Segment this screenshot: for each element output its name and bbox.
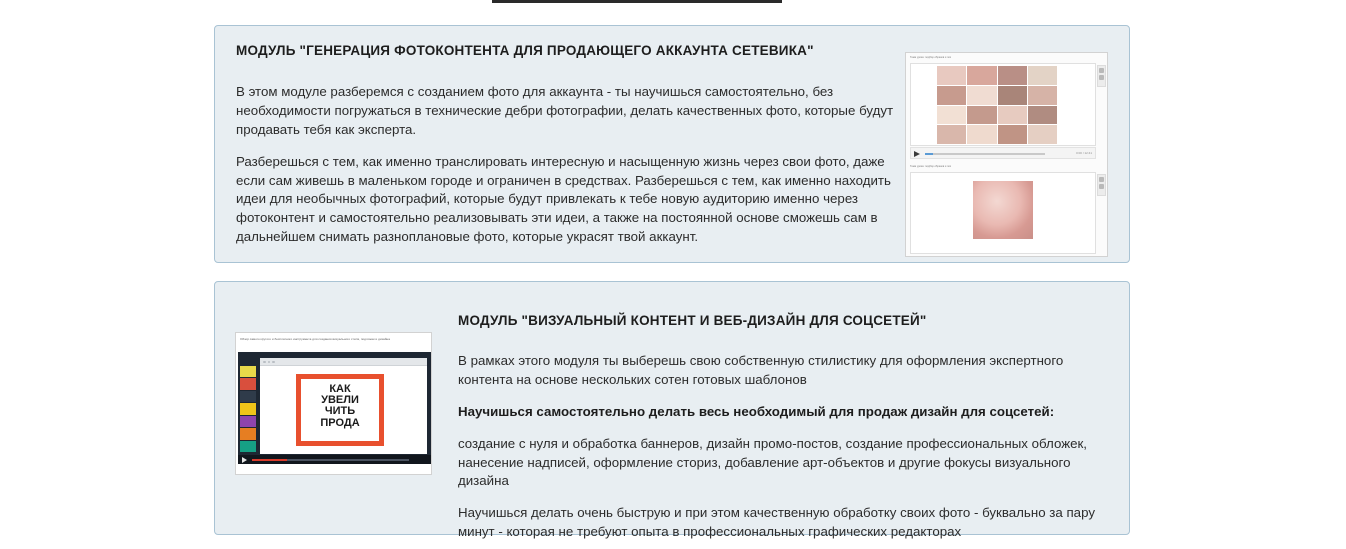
- video-duration: 0:00 / 12:41: [1076, 151, 1092, 155]
- module-card-photo-content: [214, 25, 1130, 263]
- video-progress-track[interactable]: [925, 153, 1045, 155]
- module-paragraph-bold: Научишься самостоятельно делать весь необходимый для продаж дизайн для соцсетей:: [458, 403, 1055, 419]
- slide-line: ЧИТЬ: [324, 405, 356, 418]
- thumbnail-caption-mid: Тема урока: подбор образов и поз: [910, 165, 952, 168]
- slide-line: КАК: [329, 383, 351, 395]
- module-paragraph: В этом модуле разберемся с созданием фото для аккаунта - ты научишься самостоятельно, без необходимости погружаться в технические дебри фотографии, делать качественных фото, которые будут продавать тебя как эксперта.: [236, 84, 894, 137]
- module-paragraph: Научишься делать очень быструю и при этом качественную обработку своих фото - буквально за пару минут - которая не требуют опыта в профессиональных графических редакторах: [458, 505, 1095, 540]
- module-description: [458, 352, 1113, 549]
- section-divider: [492, 0, 782, 3]
- photo-grid: [937, 66, 1057, 144]
- slide-line: УВЕЛИ: [321, 394, 359, 407]
- module-description: [236, 83, 896, 260]
- thumbnail-side-controls-second[interactable]: [1097, 174, 1106, 196]
- play-icon[interactable]: [914, 151, 920, 157]
- browser-mockup: [260, 358, 427, 454]
- video-progress-track[interactable]: [252, 459, 409, 461]
- thumbnail-caption-top: Тема урока: подбор образов и поз: [910, 56, 952, 59]
- video-controls-bar[interactable]: [910, 147, 1096, 159]
- video-stage: [238, 352, 431, 464]
- slide-preview: [296, 374, 384, 446]
- module-paragraph: В рамках этого модуля ты выберешь свою собственную стилистику для оформления экспертного контента на основе нескольких сотен готовых шаблонов: [458, 353, 1064, 387]
- video-stage: [910, 63, 1096, 146]
- module-paragraph: Разберешься с тем, как именно транслировать интересную и насыщенную жизнь через свои фото, даже если сам живешь в маленьком городе и ограничен в средствах. Разберешься с тем, как именно находить идеи для необычных фотографий, которые будут привлекать к тебе новую аудиторию именно через фотоконтент и самостоятельно реализовывать эти идеи, а также на постоянной основе сможешь сам в дальнейшем снимать разноплановые фото, которые украсят твой аккаунт.: [236, 153, 891, 245]
- video-stage-second: [910, 172, 1096, 254]
- module-title: МОДУЛЬ "ГЕНЕРАЦИЯ ФОТОКОНТЕНТА ДЛЯ ПРОДАЮЩЕГО АККАУНТА СЕТЕВИКА": [236, 43, 814, 58]
- preview-photo: [973, 181, 1033, 239]
- template-strip: [240, 366, 256, 452]
- browser-toolbar: [260, 358, 427, 366]
- thumbnail-caption: Обзор самого крутого и бесплатного инструмента для создания визуального стиля, подложек и дизайна: [240, 337, 390, 341]
- photo-grid-video-thumbnail[interactable]: [905, 52, 1108, 257]
- play-icon[interactable]: [242, 457, 247, 463]
- web-design-video-thumbnail[interactable]: [235, 332, 432, 475]
- video-controls-bar[interactable]: [238, 455, 431, 464]
- slide-line: ПРОДА: [320, 416, 360, 429]
- thumbnail-side-controls[interactable]: [1097, 65, 1106, 87]
- module-card-visual-content: [214, 281, 1130, 540]
- module-paragraph: создание с нуля и обработка баннеров, дизайн промо-постов, создание профессиональных обложек, нанесение надписей, оформление сториз, добавление арт-объектов и другие фокусы визуального дизайна: [458, 435, 1087, 489]
- module-title: МОДУЛЬ "ВИЗУАЛЬНЫЙ КОНТЕНТ И ВЕБ-ДИЗАЙН ДЛЯ СОЦСЕТЕЙ": [458, 313, 927, 328]
